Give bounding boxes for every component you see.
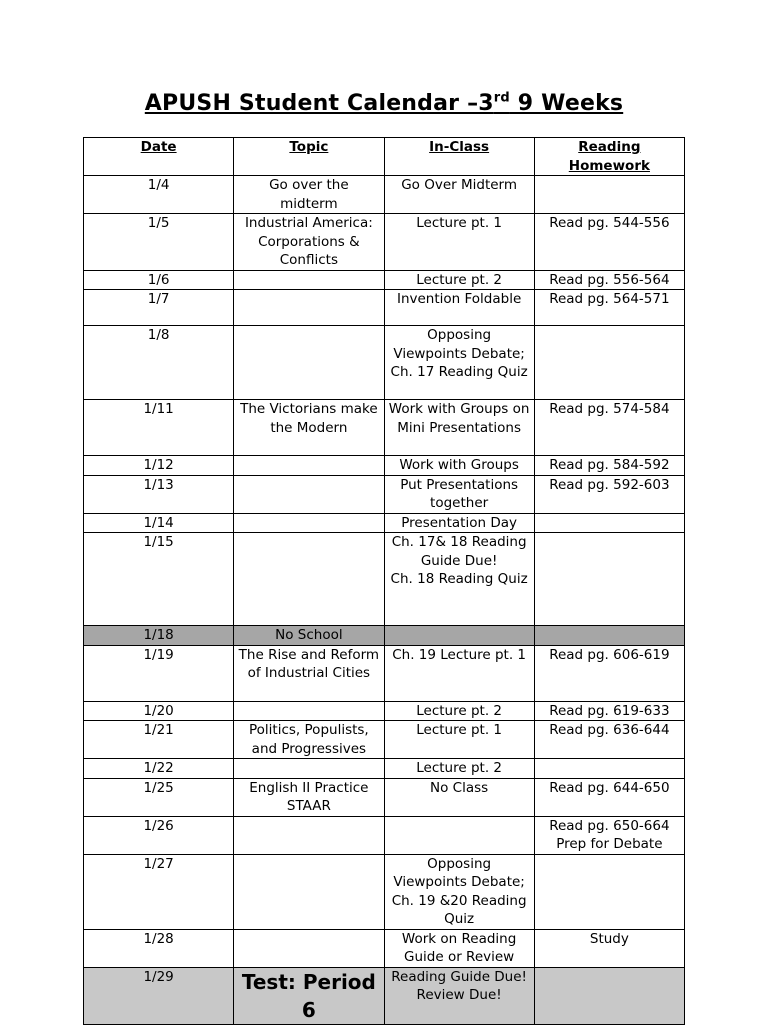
in-class-cell: Lecture pt. 1 [384,721,534,759]
in-class-cell: Work on Reading Guide or Review [384,929,534,967]
title-tail: 9 Weeks [509,91,624,116]
table-row [84,854,685,929]
date-cell: 1/20 [84,701,234,721]
date-cell: 1/27 [84,854,234,929]
date-cell: 1/18 [84,626,234,646]
table-row [84,929,685,967]
reading-cell [534,626,684,646]
topic-cell: English II Practice STAAR [234,778,384,816]
in-class-line: Review Due! [416,987,502,1003]
in-class-line: Ch. 18 Reading Quiz [390,571,528,587]
topic-cell-test: Test: Period 6 [234,967,384,1024]
reading-cell: Read pg. 619-633 [534,701,684,721]
topic-cell [234,854,384,929]
topic-cell [234,816,384,854]
date-cell: 1/25 [84,778,234,816]
topic-cell [234,456,384,476]
table-row [84,290,685,326]
date-cell: 1/6 [84,270,234,290]
topic-cell: The Victorians make the Modern [234,400,384,456]
topic-cell: Go over the midterm [234,176,384,214]
date-cell: 1/19 [84,645,234,701]
in-class-line: Reading Guide Due! [391,968,527,985]
table-row [84,533,685,626]
in-class-cell: Ch. 19 Lecture pt. 1 [384,645,534,701]
reading-cell: Read pg. 606-619 [534,645,684,701]
table-row [84,816,685,854]
reading-cell [534,816,684,854]
in-class-cell: Lecture pt. 1 [384,214,534,271]
in-class-cell: No Class [384,778,534,816]
date-cell: 1/7 [84,290,234,326]
date-cell: 1/8 [84,326,234,400]
reading-cell [534,176,684,214]
reading-cell: Read pg. 556-564 [534,270,684,290]
topic-cell [234,533,384,626]
table-row [84,645,685,701]
reading-cell: Read pg. 636-644 [534,721,684,759]
date-cell: 1/4 [84,176,234,214]
date-cell: 1/21 [84,721,234,759]
topic-cell [234,326,384,400]
reading-cell: Read pg. 584-592 [534,456,684,476]
in-class-line: Ch. 17& 18 Reading Guide Due! [391,534,527,569]
topic-cell [234,759,384,779]
date-cell: 1/29 [84,967,234,1024]
topic-cell: Industrial America: Corporations & Conflicts [234,214,384,271]
table-row [84,400,685,456]
in-class-cell: Opposing Viewpoints Debate; Ch. 19 &20 Reading Quiz [384,854,534,929]
table-row [84,759,685,779]
reading-cell: Study [534,929,684,967]
table-row-holiday [84,626,685,646]
reading-cell [534,967,684,1024]
date-cell: 1/13 [84,475,234,513]
reading-cell: Read pg. 592-603 [534,475,684,513]
in-class-cell [384,626,534,646]
header-topic: Topic [234,138,384,176]
in-class-cell: Go Over Midterm [384,176,534,214]
date-cell: 1/14 [84,513,234,533]
table-row [84,326,685,400]
title-main: APUSH Student Calendar –3 [144,91,494,116]
reading-cell: Read pg. 564-571 [534,290,684,326]
in-class-cell: Put Presentations together [384,475,534,513]
reading-cell: Read pg. 644-650 [534,778,684,816]
date-cell: 1/15 [84,533,234,626]
table-row [84,456,685,476]
topic-cell [234,270,384,290]
in-class-cell: Opposing Viewpoints Debate; Ch. 17 Reading Quiz [384,326,534,400]
in-class-cell: Lecture pt. 2 [384,759,534,779]
header-row [84,138,685,176]
in-class-cell [384,967,534,1024]
table-row-test [84,967,685,1024]
table-row [84,270,685,290]
date-cell: 1/28 [84,929,234,967]
in-class-cell [384,533,534,626]
reading-cell: Read pg. 574-584 [534,400,684,456]
header-reading-homework: Reading Homework [534,138,684,176]
date-cell: 1/26 [84,816,234,854]
calendar-table [83,137,685,1025]
date-cell: 1/11 [84,400,234,456]
date-cell: 1/5 [84,214,234,271]
in-class-cell: Work with Groups [384,456,534,476]
topic-cell [234,929,384,967]
reading-line: Prep for Debate [556,836,663,852]
date-cell: 1/22 [84,759,234,779]
reading-cell [534,326,684,400]
in-class-cell: Work with Groups on Mini Presentations [384,400,534,456]
reading-cell: Read pg. 544-556 [534,214,684,271]
reading-cell [534,759,684,779]
date-cell: 1/12 [84,456,234,476]
in-class-cell: Lecture pt. 2 [384,270,534,290]
in-class-cell [384,816,534,854]
topic-cell: The Rise and Reform of Industrial Cities [234,645,384,701]
table-row [84,475,685,513]
reading-line: Read pg. 650-664 [549,817,670,834]
topic-cell [234,701,384,721]
header-in-class: In-Class [384,138,534,176]
reading-cell [534,513,684,533]
topic-cell [234,290,384,326]
header-date: Date [84,138,234,176]
table-row [84,721,685,759]
table-row [84,214,685,271]
table-row [84,701,685,721]
in-class-cell: Lecture pt. 2 [384,701,534,721]
in-class-cell: Invention Foldable [384,290,534,326]
in-class-cell: Presentation Day [384,513,534,533]
table-row [84,513,685,533]
reading-cell [534,854,684,929]
reading-cell [534,533,684,626]
page-title [0,91,768,116]
topic-cell [234,513,384,533]
title-superscript: rd [493,90,510,106]
topic-cell: Politics, Populists, and Progressives [234,721,384,759]
table-row [84,176,685,214]
topic-cell [234,475,384,513]
topic-cell: No School [234,626,384,646]
table-row [84,778,685,816]
